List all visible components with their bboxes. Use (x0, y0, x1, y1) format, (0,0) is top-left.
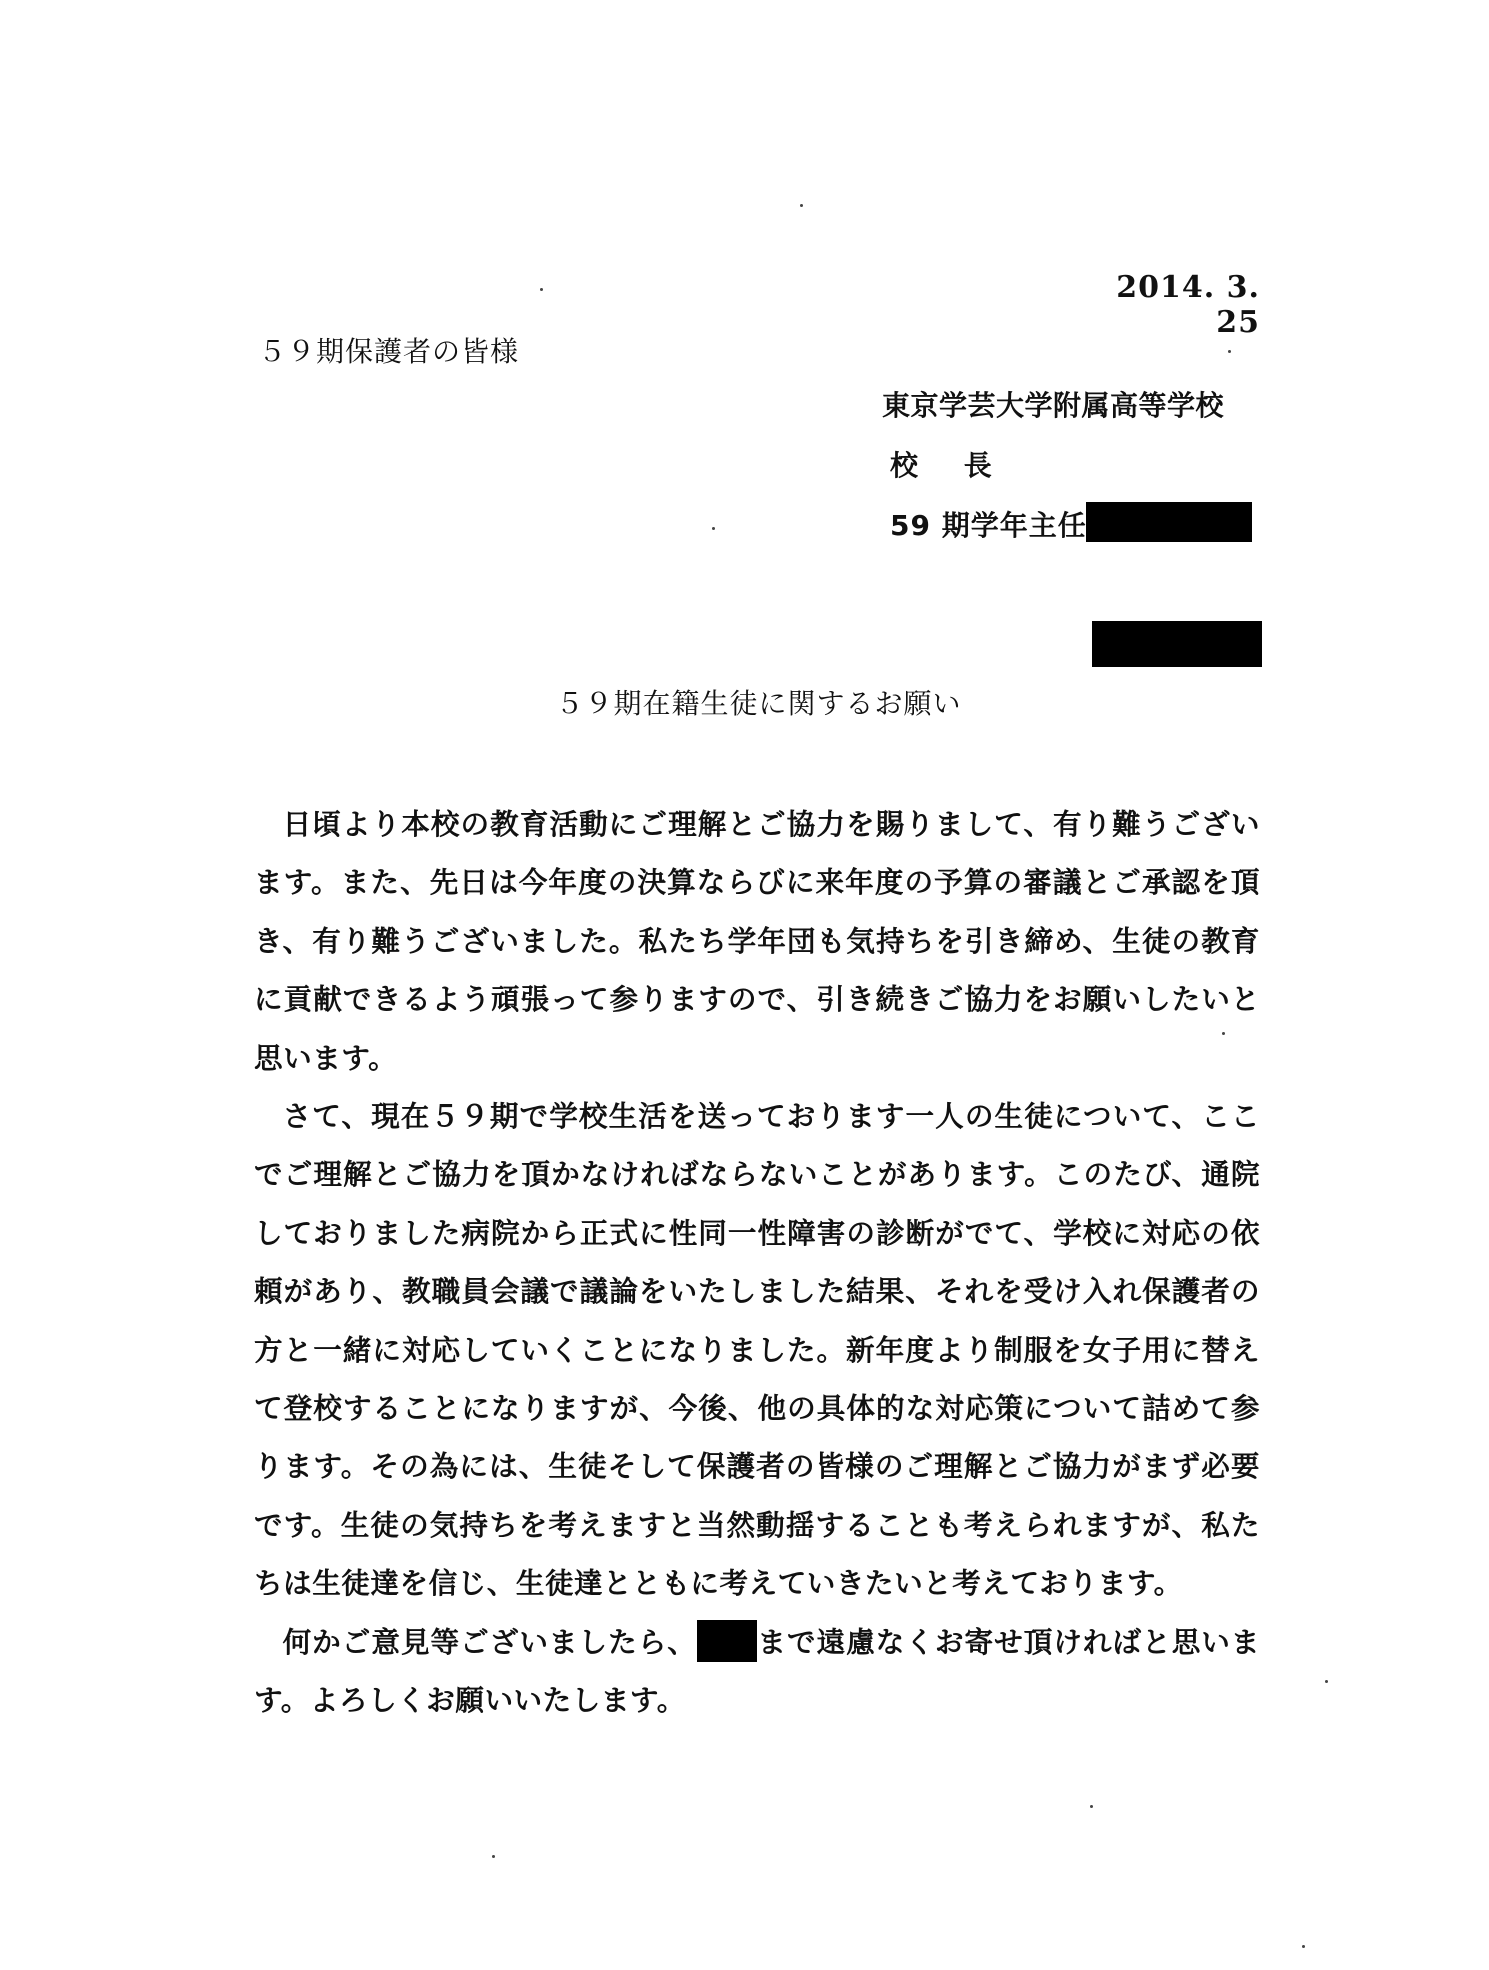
scan-speck (1302, 1945, 1305, 1948)
paragraph-3 (254, 1613, 1260, 1730)
paragraph-1: 日頃より本校の教育活動にご理解とご協力を賜りまして、有り難うございます。また、先日は今年度の決算ならびに来年度の予算の審議とご承認を頂き、有り難うございました。私たち学年団も気持ちを引き締め、生徒の教育に貢献できるよう頑張って参りますので、引き続きご協力をお願いしたいと思います。 (254, 807, 1260, 1075)
scan-speck (1222, 1032, 1225, 1035)
addressee: ５９期保護者の皆様 (258, 335, 520, 368)
letter-date: 2014. 3. 25 (1116, 270, 1260, 340)
grade-head-title: 59 期学年主任 (890, 509, 1087, 542)
paragraph-2: さて、現在５９期で学校生活を送っております一人の生徒について、ここでご理解とご協力を頂かなければならないことがあります。このたび、通院しておりました病院から正式に性同一性障害の診断がでて、学校に対応の依頼があり、教職員会議で議論をいたしました結果、それを受け入れ保護者の方と一緒に対応していくことになりました。新年度より制服を女子用に替えて登校することになりますが、今後、他の具体的な対応策について詰めて参ります。その為には、生徒そして保護者の皆様のご理解とご協力がまず必要です。生徒の気持ちを考えますと当然動揺することも考えられますが、私たちは生徒達を信じ、生徒達とともに考えていきたいと考えております。 (254, 1099, 1260, 1601)
principal-title: 校 長 (890, 449, 1010, 482)
sender-block (882, 386, 1282, 566)
scan-speck (540, 288, 543, 291)
principal-line (882, 446, 1282, 506)
scan-speck (1090, 1805, 1093, 1808)
contact-name-redaction (697, 1620, 757, 1662)
scan-speck (712, 527, 715, 530)
scan-speck (800, 204, 803, 207)
scan-speck (1228, 350, 1231, 353)
scan-speck (492, 1855, 495, 1858)
letter-body (254, 795, 1260, 1730)
letter-subject: ５９期在籍生徒に関するお願い (555, 687, 962, 720)
grade-head-line (882, 506, 1282, 566)
paragraph-3-before: 何かご意見等ございましたら、 (282, 1624, 697, 1659)
grade-head-name-redaction (1092, 621, 1262, 667)
paragraph-3-after: まで遠慮なくお寄せ頂ければと思います。よろしくお願いいたします。 (254, 1624, 1260, 1718)
school-name: 東京学芸大学附属高等学校 (882, 389, 1225, 422)
scan-speck (1325, 1680, 1328, 1683)
